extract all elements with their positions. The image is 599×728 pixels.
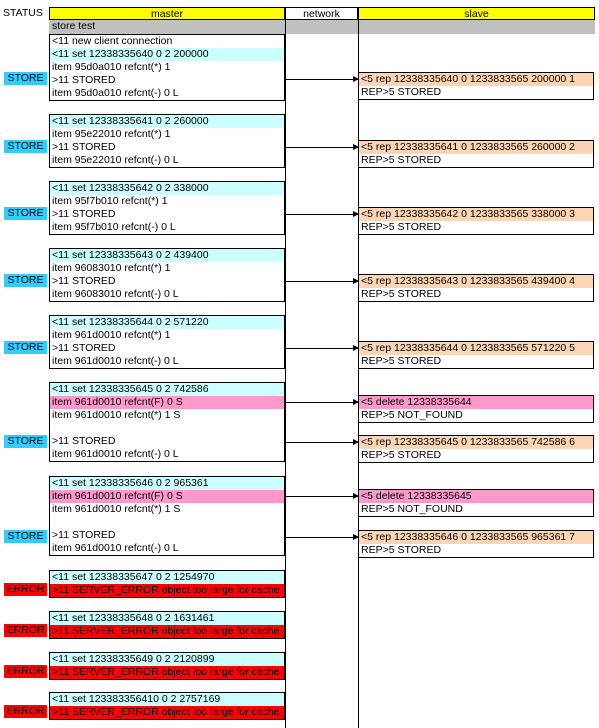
master-log-line: <11 set 12338335642 0 2 338000 (50, 182, 284, 195)
master-log-line: >11 SERVER_ERROR object too large for cache (50, 584, 284, 597)
master-log-block (49, 114, 285, 168)
master-log-block (49, 476, 285, 556)
master-log-block (49, 611, 285, 639)
store-test-bar (49, 20, 285, 34)
delete-arrow (286, 402, 358, 403)
master-log-line: <11 set 12338335647 0 2 1254970 (50, 571, 284, 584)
master-log-line: <11 set 12338335644 0 2 571220 (50, 316, 284, 329)
master-log-block (49, 570, 285, 598)
status-column-header: STATUS (3, 7, 43, 19)
slave-log-block (358, 341, 594, 369)
network-column-header: network (285, 7, 358, 20)
network-column-left-border (285, 20, 286, 728)
store-status-badge: STORE (4, 274, 47, 287)
store-status-badge: STORE (4, 341, 47, 354)
slave-delete-line: REP>5 NOT_FOUND (361, 409, 463, 421)
master-log-line: item 95e22010 refcnt(*) 1 (52, 128, 171, 140)
slave-log-block (358, 530, 594, 558)
master-log-block (49, 652, 285, 680)
master-log-block (49, 692, 285, 720)
master-log-line: <11 set 12338335643 0 2 439400 (50, 249, 284, 262)
slave-log-line: REP>5 STORED (361, 355, 442, 367)
slave-log-line: <5 rep 12338335642 0 1233833565 338000 3 (359, 208, 593, 221)
master-log-line: item 961d0010 refcnt(-) 0 L (52, 542, 179, 554)
replication-arrow (286, 348, 358, 349)
error-status-badge: ERROR (4, 624, 47, 637)
master-log-line: >11 SERVER_ERROR object too large for cache (50, 666, 284, 679)
master-log-line: <11 new client connection (52, 35, 173, 47)
replication-arrow (286, 537, 358, 538)
master-log-line: item 961d0010 refcnt(-) 0 L (52, 355, 179, 367)
master-log-block (49, 315, 285, 369)
slave-delete-line: REP>5 NOT_FOUND (361, 503, 463, 515)
master-log-line: item 95e22010 refcnt(-) 0 L (52, 154, 179, 166)
master-log-line: item 95f7b010 refcnt(*) 1 (52, 195, 168, 207)
master-log-line: <11 set 12338335646 0 2 965361 (50, 477, 284, 490)
store-status-badge: STORE (4, 72, 47, 85)
master-log-line: item 95d0a010 refcnt(*) 1 (52, 61, 171, 73)
store-status-badge: STORE (4, 140, 47, 153)
slave-log-block (358, 274, 594, 302)
replication-arrow (286, 281, 358, 282)
slave-delete-line: <5 delete 12338335645 (359, 490, 593, 503)
slave-log-line: <5 rep 12338335641 0 1233833565 260000 2 (359, 141, 593, 154)
slave-log-line: REP>5 STORED (361, 449, 442, 461)
master-log-line: >11 SERVER_ERROR object too large for cache (50, 706, 284, 719)
network-column-right-border (358, 20, 359, 728)
master-log-line: >11 STORED (52, 74, 116, 86)
master-log-line: item 95d0a010 refcnt(-) 0 L (52, 87, 179, 99)
master-log-line: >11 STORED (52, 529, 116, 541)
master-log-line: <11 set 12338335640 0 2 200000 (50, 48, 284, 61)
replication-arrow (286, 147, 358, 148)
master-log-line: <11 set 12338335645 0 2 742586 (50, 383, 284, 396)
delete-arrow (286, 496, 358, 497)
slave-log-line: <5 rep 12338335646 0 1233833565 965361 7 (359, 531, 593, 544)
master-log-line: item 961d0010 refcnt(*) 1 S (52, 409, 181, 421)
slave-log-block (358, 207, 594, 235)
slave-column-header: slave (358, 7, 595, 20)
master-log-line: item 961d0010 refcnt(-) 0 L (52, 448, 179, 460)
store-status-badge: STORE (4, 530, 47, 543)
master-log-block (49, 248, 285, 302)
master-log-line: <11 set 12338335648 0 2 1631461 (50, 612, 284, 625)
slave-delete-block (358, 489, 594, 517)
slave-delete-line: <5 delete 12338335644 (359, 396, 593, 409)
slave-log-block (358, 140, 594, 168)
master-log-line (50, 516, 284, 529)
master-log-line: <11 set 12338335641 0 2 260000 (50, 115, 284, 128)
slave-log-block (358, 72, 594, 100)
master-log-line: item 961d0010 refcnt(*) 1 S (52, 503, 181, 515)
slave-log-line: <5 rep 12338335644 0 1233833565 571220 5 (359, 342, 593, 355)
store-status-badge: STORE (4, 207, 47, 220)
master-log-line: >11 STORED (52, 141, 116, 153)
slave-log-line: REP>5 STORED (361, 288, 442, 300)
slave-delete-block (358, 395, 594, 423)
master-log-line: item 95f7b010 refcnt(-) 0 L (52, 221, 176, 233)
gray-bar-right (286, 20, 595, 34)
master-log-line: item 961d0010 refcnt(F) 0 S (50, 490, 284, 503)
slave-log-line: REP>5 STORED (361, 544, 442, 556)
master-log-block (49, 181, 285, 235)
master-log-line: >11 STORED (52, 208, 116, 220)
master-log-block (49, 34, 285, 101)
master-log-line: item 96083010 refcnt(*) 1 (52, 262, 171, 274)
master-log-line: >11 STORED (52, 342, 116, 354)
master-log-line: <11 set 12338335649 0 2 2120899 (50, 653, 284, 666)
replication-arrow (286, 442, 358, 443)
slave-log-line: <5 rep 12338335640 0 1233833565 200000 1 (359, 73, 593, 86)
slave-log-line: <5 rep 12338335643 0 1233833565 439400 4 (359, 275, 593, 288)
store-test-label: store test (52, 20, 96, 32)
master-log-line: <11 set 123383356410 0 2 2757169 (50, 693, 284, 706)
slave-log-line: REP>5 STORED (361, 221, 442, 233)
master-log-line (50, 422, 284, 435)
error-status-badge: ERROR (4, 705, 47, 718)
error-status-badge: ERROR (4, 583, 47, 596)
master-log-line: >11 SERVER_ERROR object too large for cache (50, 625, 284, 638)
replication-arrow (286, 79, 358, 80)
master-log-line: item 96083010 refcnt(-) 0 L (52, 288, 179, 300)
replication-arrow (286, 214, 358, 215)
store-status-badge: STORE (4, 435, 47, 448)
master-log-line: >11 STORED (52, 435, 116, 447)
master-log-line: >11 STORED (52, 275, 116, 287)
slave-log-line: <5 rep 12338335645 0 1233833565 742586 6 (359, 436, 593, 449)
master-log-block (49, 382, 285, 462)
master-log-line: item 961d0010 refcnt(*) 1 (52, 329, 171, 341)
slave-log-block (358, 435, 594, 463)
master-log-line: item 961d0010 refcnt(F) 0 S (50, 396, 284, 409)
slave-log-line: REP>5 STORED (361, 86, 442, 98)
master-column-header: master (49, 7, 285, 20)
error-status-badge: ERROR (4, 665, 47, 678)
slave-log-line: REP>5 STORED (361, 154, 442, 166)
